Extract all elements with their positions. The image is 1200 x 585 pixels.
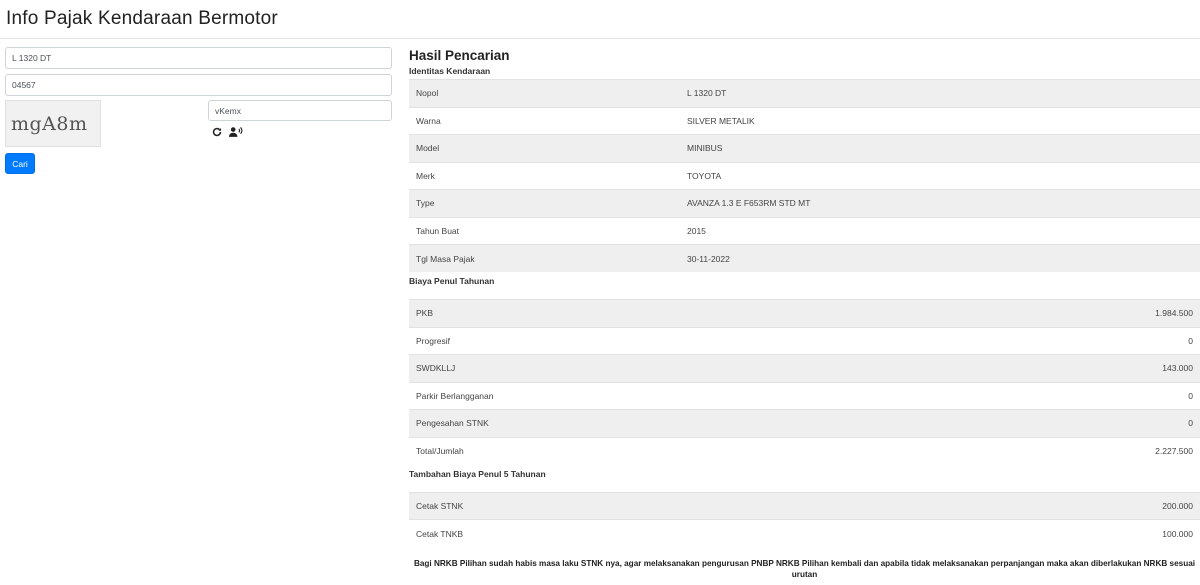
row-label: Model <box>409 135 680 163</box>
row-value: 0 <box>680 410 1200 438</box>
table-row <box>409 520 1200 548</box>
row-value: 0 <box>680 382 1200 410</box>
table-row <box>409 492 1200 520</box>
row-value: 0 <box>680 327 1200 355</box>
table-row <box>409 80 1200 108</box>
row-label: Tahun Buat <box>409 217 680 245</box>
table-row <box>409 382 1200 410</box>
search-form <box>5 47 392 169</box>
row-value: 30-11-2022 <box>680 245 1200 273</box>
nrkb-notice: Bagi NRKB Pilihan sudah habis masa laku STNK nya, agar melaksanakan pengurusan PNBP NRKB Pilihan kembali dan apabila tidak melaksanakan perpanjangan maka akan diberlakukan NRKB sesuai urutan <box>413 559 1196 579</box>
row-value: SILVER METALIK <box>680 107 1200 135</box>
row-value: 100.000 <box>680 520 1200 548</box>
row-label: Parkir Berlangganan <box>409 382 680 410</box>
refresh-icon[interactable] <box>210 126 224 138</box>
row-value: TOYOTA <box>680 162 1200 190</box>
captcha-row <box>5 100 392 150</box>
table-row <box>409 245 1200 273</box>
table-row <box>409 300 1200 328</box>
row-value: AVANZA 1.3 E F653RM STD MT <box>680 190 1200 218</box>
search-button[interactable]: Cari <box>5 153 35 174</box>
row-label: Merk <box>409 162 680 190</box>
captcha-controls <box>210 126 243 138</box>
row-value: 1.984.500 <box>680 300 1200 328</box>
row-label: Warna <box>409 107 680 135</box>
captcha-image-text: mgA8m <box>11 112 88 135</box>
table-row <box>409 355 1200 383</box>
row-label: Cetak TNKB <box>409 520 680 548</box>
annual-cost-table <box>409 299 1200 465</box>
title-divider <box>0 38 1200 39</box>
row-value: MINIBUS <box>680 135 1200 163</box>
table-row <box>409 135 1200 163</box>
row-value: L 1320 DT <box>680 80 1200 108</box>
results-title: Hasil Pencarian <box>409 48 510 63</box>
identity-heading: Identitas Kendaraan <box>409 66 491 76</box>
row-value: 2.227.500 <box>680 437 1200 465</box>
identity-table <box>409 79 1200 272</box>
row-label: Nopol <box>409 80 680 108</box>
annual-heading: Biaya Penul Tahunan <box>409 276 495 286</box>
row-label: SWDKLLJ <box>409 355 680 383</box>
row-label: Total/Jumlah <box>409 437 680 465</box>
five-year-heading: Tambahan Biaya Penul 5 Tahunan <box>409 468 546 479</box>
code-input[interactable]: 04567 <box>5 74 392 96</box>
table-row <box>409 327 1200 355</box>
table-row <box>409 410 1200 438</box>
row-label: Pengesahan STNK <box>409 410 680 438</box>
row-value: 200.000 <box>680 492 1200 520</box>
table-row <box>409 107 1200 135</box>
row-label: Type <box>409 190 680 218</box>
row-value: 2015 <box>680 217 1200 245</box>
row-label: Progresif <box>409 327 680 355</box>
row-label: Cetak STNK <box>409 492 680 520</box>
table-row <box>409 217 1200 245</box>
table-row <box>409 190 1200 218</box>
nopol-input[interactable]: L 1320 DT <box>5 47 392 69</box>
table-row <box>409 437 1200 465</box>
table-row <box>409 162 1200 190</box>
row-label: Tgl Masa Pajak <box>409 245 680 273</box>
results-panel <box>409 48 1200 547</box>
captcha-input[interactable]: vKemx <box>208 100 392 121</box>
captcha-image <box>5 100 101 147</box>
row-label: PKB <box>409 300 680 328</box>
five-year-cost-table <box>409 492 1200 548</box>
page-title: Info Pajak Kendaraan Bermotor <box>6 8 278 29</box>
row-value: 143.000 <box>680 355 1200 383</box>
audio-captcha-icon[interactable] <box>229 126 243 138</box>
